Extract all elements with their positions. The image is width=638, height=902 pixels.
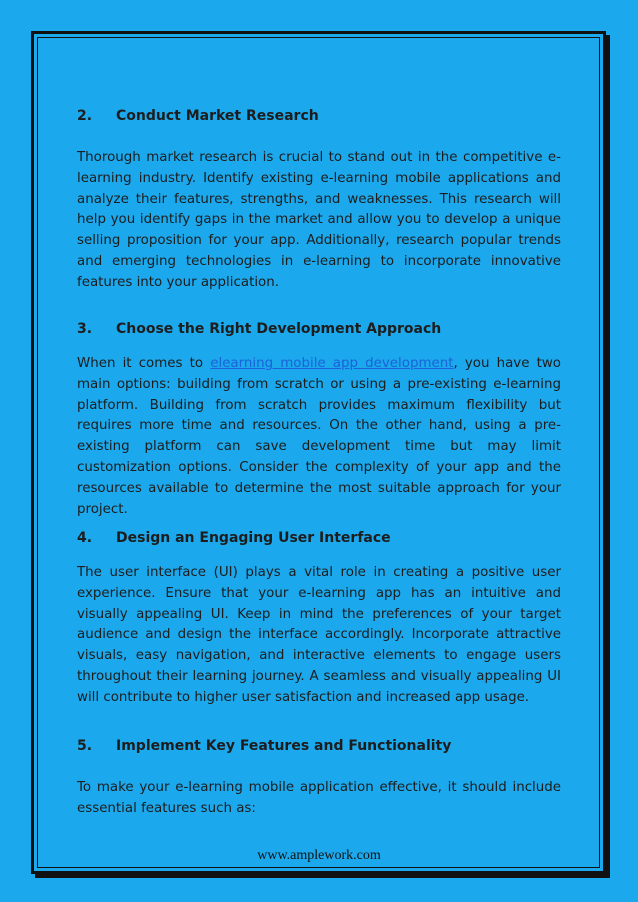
section-3-body-end: , you have two main options: building from scratch or using a pre-existing e-learning platform. Building from scratch provides maximum flexibility but requires more time and resources. On the other hand, using a pre-existing platform can save development time but may limit customization options. Consider the complexity of your app and the resources available to determine the most suitable approach for your project. bbox=[77, 356, 561, 517]
frame-shadow-bottom bbox=[35, 874, 610, 878]
section-5 bbox=[77, 738, 561, 754]
section-5-number: 5. bbox=[77, 738, 93, 754]
section-4-body: The user interface (UI) plays a vital role in creating a positive user experience. Ensure that your e-learning app has an intuitive and visually appealing UI. Keep in mind the preferences of your target audience and design the interface accordingly. Incorporate attractive visuals, easy navigation, and interactive elements to engage users throughout their learning journey. A seamless and visually appealing UI will contribute to higher user satisfaction and increased app usage. bbox=[77, 565, 561, 705]
section-4-heading bbox=[77, 530, 561, 546]
section-5-heading bbox=[77, 738, 561, 754]
section-5-title: Implement Key Features and Functionality bbox=[116, 738, 452, 754]
section-3-heading bbox=[77, 321, 561, 337]
section-2 bbox=[77, 108, 561, 124]
frame-shadow-right bbox=[606, 35, 610, 878]
section-3 bbox=[77, 321, 561, 337]
section-3-body-start: When it comes to bbox=[77, 356, 211, 371]
section-4 bbox=[77, 530, 561, 546]
section-3-title: Choose the Right Development Approach bbox=[116, 321, 442, 337]
section-3-number: 3. bbox=[77, 321, 93, 337]
section-2-heading bbox=[77, 108, 561, 124]
section-2-number: 2. bbox=[77, 108, 93, 124]
elearning-development-link[interactable]: elearning mobile app development bbox=[210, 356, 454, 371]
section-2-title: Conduct Market Research bbox=[116, 108, 319, 124]
section-3-body bbox=[77, 354, 561, 520]
footer-website: www.amplework.com bbox=[257, 848, 381, 863]
section-5-body: To make your e-learning mobile application effective, it should include essential features such as: bbox=[77, 780, 561, 816]
section-4-number: 4. bbox=[77, 530, 93, 546]
section-2-body: Thorough market research is crucial to stand out in the competitive e-learning industry. Identify existing e-learning mobile applications and analyze their features, strengths, and weaknesses. This research will help you identify gaps in the market and allow you to develop a unique selling proposition for your app. Additionally, research popular trends and emerging technologies in e-learning to incorporate innovative features into your application. bbox=[77, 150, 561, 290]
section-4-title: Design an Engaging User Interface bbox=[116, 530, 391, 546]
